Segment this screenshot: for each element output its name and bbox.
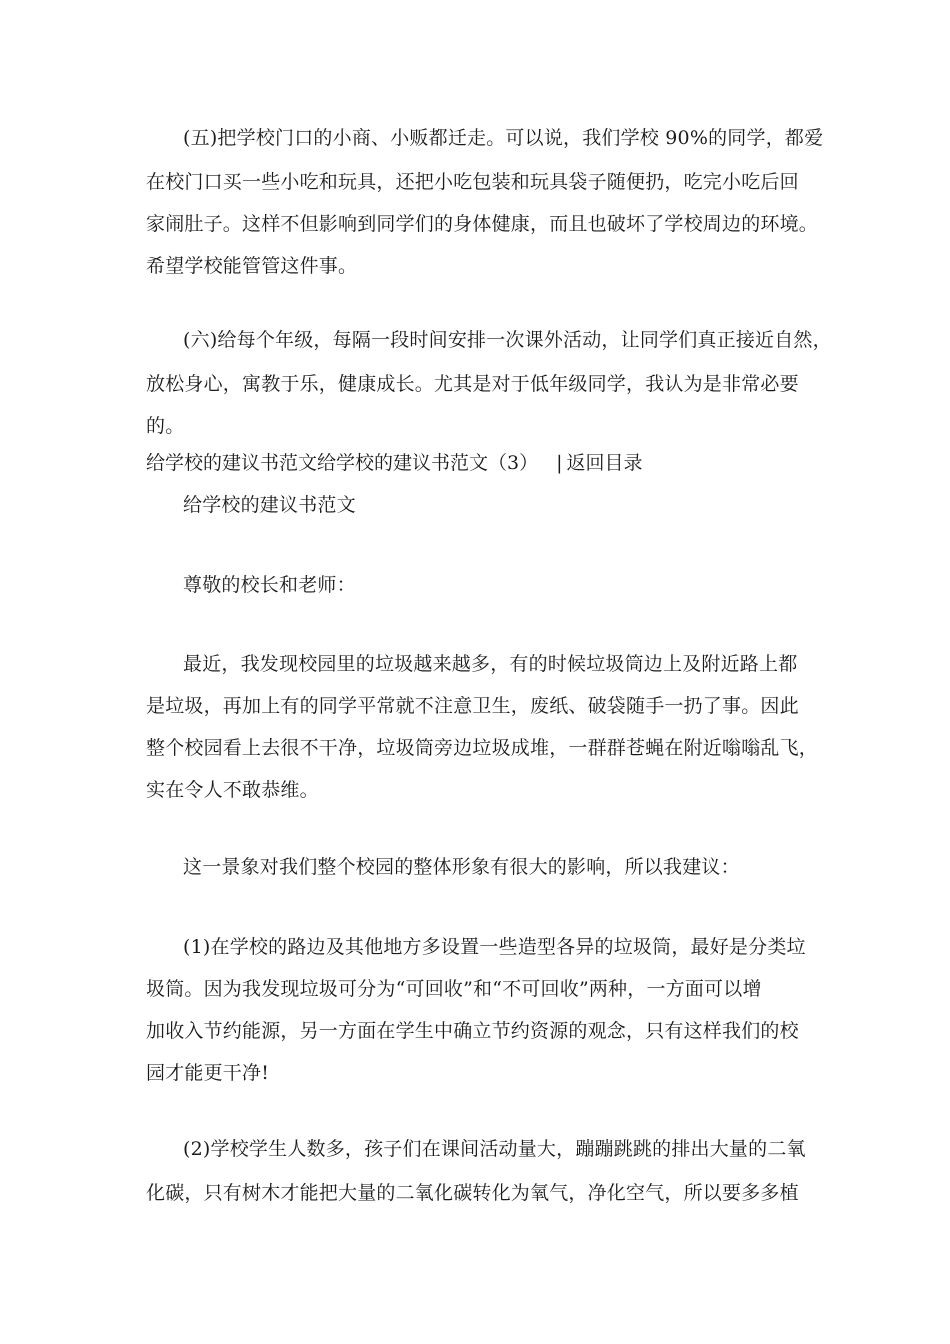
item-1-line-3: 加收入节约能源，另一方面在学生中确立节约资源的观念，只有这样我们的校: [146, 1020, 799, 1042]
back-to-contents-link[interactable]: 返回目录: [566, 452, 643, 474]
section-heading: [146, 451, 643, 475]
paragraph-5-line-3: 家闹肚子。这样不但影响到同学们的身体健康，而且也破坏了学校周边的环境。: [146, 213, 819, 235]
paragraph-6-line-2: 放松身心，寓教于乐，健康成长。尤其是对于低年级同学，我认为是非常必要: [146, 373, 799, 395]
paragraph-5-line-1: (五)把学校门口的小商、小贩都迁走。可以说，我们学校 90%的同学，都爱: [183, 127, 824, 149]
intro-line-2: 是垃圾，再加上有的同学平常就不注意卫生，废纸、破袋随手一扔了事。因此: [146, 695, 799, 717]
suggestion-lead: 这一景象对我们整个校园的整体形象有很大的影响，所以我建议：: [183, 856, 740, 878]
paragraph-5-line-2: 在校门口买一些小吃和玩具，还把小吃包装和玩具袋子随便扔，吃完小吃后回: [146, 171, 799, 193]
item-1-line-2: 圾筒。因为我发现垃圾可分为“可回收”和“不可回收”两种，一方面可以增: [146, 978, 762, 1000]
item-1-line-1: (1)在学校的路边及其他地方多设置一些造型各异的垃圾筒，最好是分类垃: [183, 936, 806, 958]
salutation: 尊敬的校长和老师：: [183, 574, 356, 596]
paragraph-6-line-1: (六)给每个年级，每隔一段时间安排一次课外活动，让同学们真正接近自然，: [183, 329, 832, 351]
heading-separator: |: [556, 452, 563, 474]
article-subtitle: 给学校的建议书范文: [183, 494, 356, 516]
paragraph-6-line-3: 的。: [146, 415, 185, 437]
section-heading-title: 给学校的建议书范文给学校的建议书范文（3）: [146, 452, 539, 474]
intro-line-4: 实在令人不敢恭维。: [146, 779, 319, 801]
paragraph-5-line-4: 希望学校能管管这件事。: [146, 255, 358, 277]
intro-line-1: 最近，我发现校园里的垃圾越来越多，有的时候垃圾筒边上及附近路上都: [183, 653, 798, 675]
intro-line-3: 整个校园看上去很不干净，垃圾筒旁边垃圾成堆，一群群苍蝇在附近嗡嗡乱飞，: [146, 737, 819, 759]
item-2-line-2: 化碳，只有树木才能把大量的二氧化碳转化为氧气，净化空气，所以要多多植: [146, 1182, 799, 1204]
item-2-line-1: (2)学校学生人数多，孩子们在课间活动量大，蹦蹦跳跳的排出大量的二氧: [183, 1138, 806, 1160]
item-1-line-4: 园才能更干净!: [146, 1062, 270, 1084]
